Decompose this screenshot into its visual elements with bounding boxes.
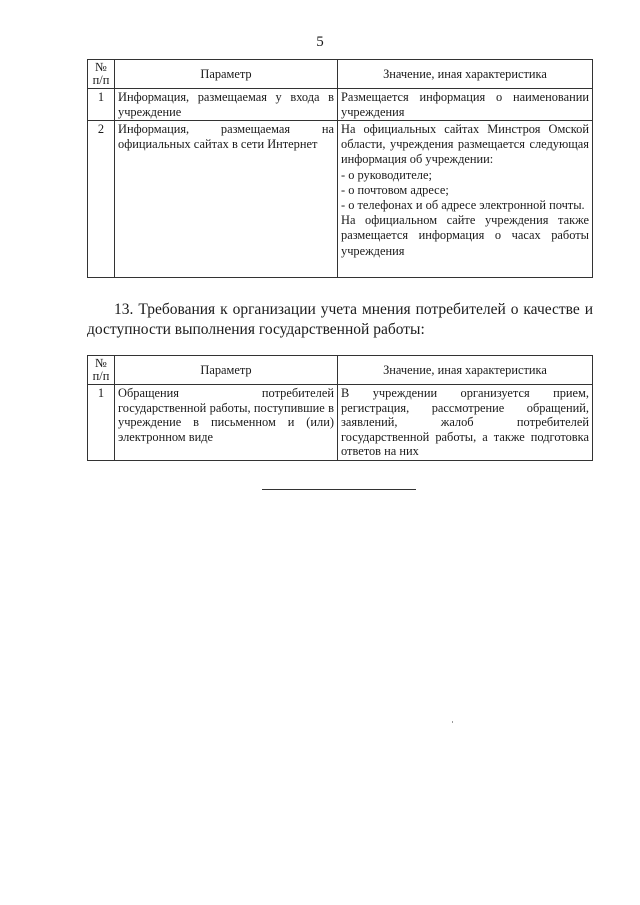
header-value: Значение, иная характеристика bbox=[338, 60, 593, 89]
row-number: 2 bbox=[88, 121, 115, 278]
page-number: 5 bbox=[316, 34, 324, 50]
value-intro: На официальных сайтах Минстроя Омской области, учреждения размещается следующая информация об учреждении: bbox=[341, 122, 589, 167]
section-heading: 13. Требования к организации учета мнения потребителей о качестве и доступности выполнения государственной работы: bbox=[87, 301, 593, 338]
table-row bbox=[88, 385, 593, 461]
value-item: - о телефонах и об адресе электронной почты. bbox=[341, 198, 585, 213]
footer-divider bbox=[262, 489, 416, 490]
header-value: Значение, иная характеристика bbox=[338, 356, 593, 385]
row-parameter: Информация, размещаемая у входа в учреждение bbox=[115, 89, 338, 121]
row-parameter: Информация, размещаемая на официальных сайтах в сети Интернет bbox=[115, 121, 338, 278]
header-number: № п/п bbox=[88, 356, 115, 385]
row-value: Размещается информация о наименовании учреждения bbox=[338, 89, 593, 121]
table-header-row bbox=[88, 60, 593, 89]
row-parameter: Обращения потребителей государственной работы, поступившие в учреждение в письменном и (или) электронном виде bbox=[115, 385, 338, 461]
table-header-row bbox=[88, 356, 593, 385]
row-value bbox=[338, 121, 593, 278]
table-row bbox=[88, 89, 593, 121]
header-number: № п/п bbox=[88, 60, 115, 89]
row-number: 1 bbox=[88, 385, 115, 461]
table-row bbox=[88, 121, 593, 278]
scan-artifact bbox=[452, 721, 453, 723]
header-parameter: Параметр bbox=[115, 356, 338, 385]
table-feedback bbox=[87, 355, 593, 461]
value-outro: На официальном сайте учреждения также размещается информация о часах работы учреждения bbox=[341, 213, 589, 258]
value-item: - о руководителе; bbox=[341, 167, 432, 182]
value-item: - о почтовом адресе; bbox=[341, 182, 449, 197]
header-parameter: Параметр bbox=[115, 60, 338, 89]
row-value: В учреждении организуется прием, регистрация, рассмотрение обращений, заявлений, жалоб потребителей государственной работы, а также подготовка ответов на них bbox=[338, 385, 593, 461]
table-display-info bbox=[87, 59, 593, 278]
row-number: 1 bbox=[88, 89, 115, 121]
